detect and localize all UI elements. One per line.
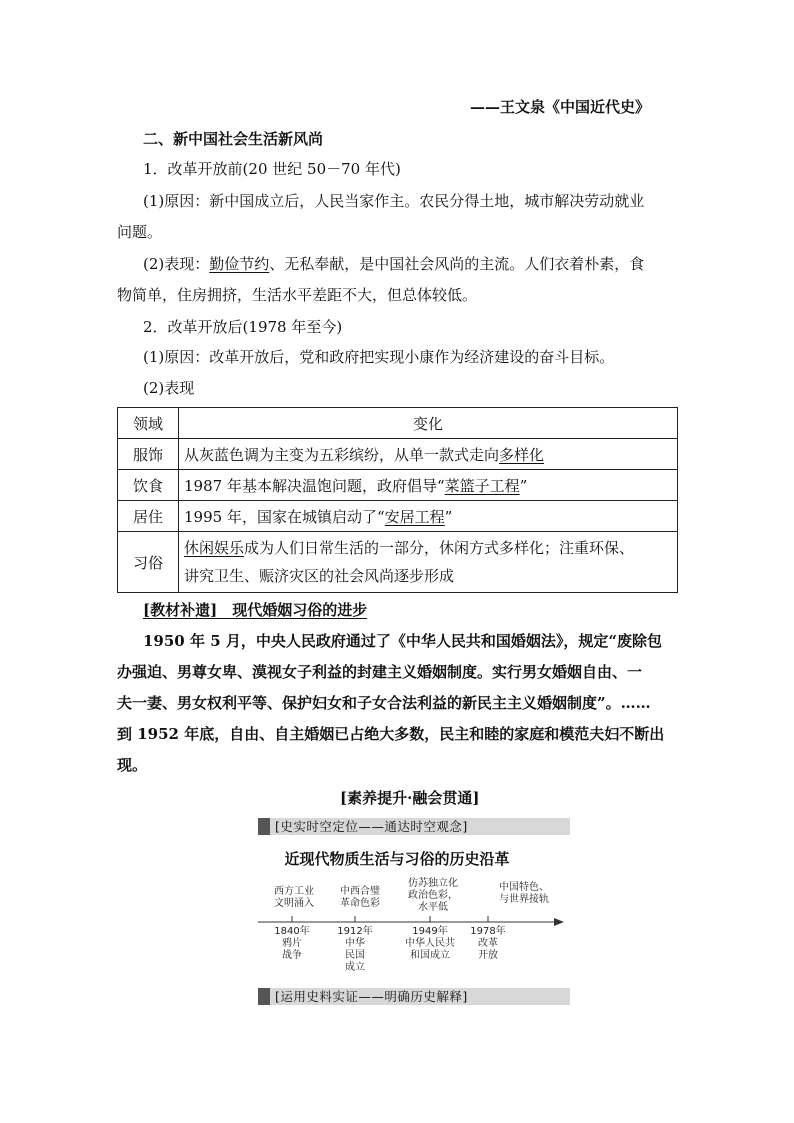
era-label [400,878,466,914]
banner-label: 史实时空定位——通达时空观念 [280,819,463,834]
row-field: 服饰 [118,439,179,470]
banner-block-icon [258,988,270,1005]
reason-line: (1)原因：新中国成立后，人民当家作主。农民分得土地，城市解决劳动就业 [143,192,645,210]
header-field: 领域 [118,408,179,439]
event-year: 1912年 [337,926,373,937]
supplement-line: 1950 年 5 月，中央人民政府通过了《中华人民共和国婚姻法》，规定“废除包 [143,632,662,650]
row-text: 成为人们日常生活的一部分，休闲方式多样化；注重环保、 [244,539,635,557]
keyword-underlined: 勤俭节约 [209,255,270,273]
era-line: 仿苏独立化 [408,878,458,889]
row-change [179,439,678,470]
era-line: 文明涌入 [274,898,314,909]
row-field: 饮食 [118,470,179,501]
banner-text: [运用史料实证——明确历史解释] [275,989,468,1004]
changes-table [117,407,678,593]
row-change [179,470,678,501]
event-line: 中华 [345,938,365,949]
era-line: 革命色彩 [340,898,380,909]
event-year: 1949年 [412,926,448,937]
event-label [463,926,513,962]
row-keyword: 菜篮子工程 [444,476,520,495]
supplement-title: [教材补遗] 现代婚姻习俗的进步 [143,601,368,619]
row-text: 从灰蓝色调为主变为五彩缤纷，从单一款式走向 [184,445,500,464]
table-row [118,501,678,532]
event-line: 成立 [345,962,365,973]
performance-text: 、无私奉献，是中国社会风尚的主流。人们衣着朴素，食 [269,255,645,273]
row-change [179,501,678,532]
era-line: 政治色彩， [408,890,458,901]
event-line: 和国成立 [410,950,450,961]
table-row [118,439,678,470]
reason-after: (1)原因：改革开放后，党和政府把实现小康作为经济建设的奋斗目标。 [143,348,615,366]
event-label [262,926,322,962]
performance-line [117,249,687,280]
event-line: 鸦片 [282,938,302,949]
row-change [179,532,678,593]
era-line: 西方工业 [274,886,314,897]
era-label [264,886,324,910]
row-field: 居住 [118,501,179,532]
subsection-title-after-reform: 2．改革开放后(1978 年至今) [143,318,343,336]
era-line: 中国特色、 [499,882,549,893]
banner-text: [史实时空定位——通达时空观念] [275,819,468,834]
timeline-title: 近现代物质生活与习俗的历史沿革 [284,850,510,868]
row-text-end: ” [444,507,453,526]
row-line [184,534,672,562]
row-line: 讲究卫生、赈济灾区的社会风尚逐步形成 [184,567,455,585]
section-heading: 二、新中国社会生活新风尚 [143,130,324,148]
row-keyword: 多样化 [499,445,545,464]
row-field: 习俗 [118,532,179,593]
supplement-line: 现。 [117,756,148,774]
source-attribution: ——王文泉《中国近代史》 [470,98,651,116]
banner-time-space [258,818,570,835]
reason-line: 问题。 [117,223,163,241]
event-label [325,926,385,974]
supplement-line: 办强迫、男尊女卑、漠视女子利益的封建主义婚姻制度。实行男女婚姻自由、一 [117,663,643,681]
performance-paragraph-before [117,249,687,311]
header-change: 变化 [179,408,678,439]
row-text-end: ” [519,476,528,495]
banner-block-icon [258,818,270,835]
event-line: 开放 [478,950,498,961]
era-label [492,882,556,906]
era-line: 水平低 [418,902,448,913]
row-keyword: 安居工程 [384,507,445,526]
subsection-title-before-reform: 1．改革开放前(20 世纪 50－70 年代) [143,160,401,178]
event-line: 中华人民共 [405,938,455,949]
banner-evidence [258,988,570,1005]
event-year: 1840年 [274,926,310,937]
event-year: 1978年 [470,926,506,937]
suyang-heading: [素养提升·融会贯通] [340,789,480,807]
table-row [118,532,678,593]
row-text: 1987 年基本解决温饱问题，政府倡导“ [184,476,445,495]
row-text: 1995 年，国家在城镇启动了“ [184,507,385,526]
event-label [400,926,460,962]
supplement-line: 夫一妻、男女权利平等、保护妇女和子女合法利益的新民主主义婚姻制度”。…… [117,694,651,712]
event-line: 民国 [345,950,365,961]
supplement-line: 到 1952 年底，自由、自主婚姻已占绝大多数，民主和睦的家庭和模范夫妇不断出 [117,725,665,743]
table-row [118,470,678,501]
performance-after-label: (2)表现 [143,379,195,397]
era-label [330,886,390,910]
performance-line: 物简单，住房拥挤，生活水平差距不大，但总体较低。 [117,286,478,304]
banner-label: 运用史料实证——明确历史解释 [280,989,463,1004]
era-line: 与世界接轨 [499,894,549,905]
era-line: 中西合璧 [340,886,380,897]
timeline [258,878,568,978]
row-keyword: 休闲娱乐 [184,539,245,557]
performance-label: (2)表现： [143,255,210,273]
reason-paragraph-before [117,186,687,248]
event-line: 战争 [282,950,302,961]
event-line: 改革 [478,938,498,949]
table-header-row [118,408,678,439]
supplement-paragraph [117,626,697,781]
